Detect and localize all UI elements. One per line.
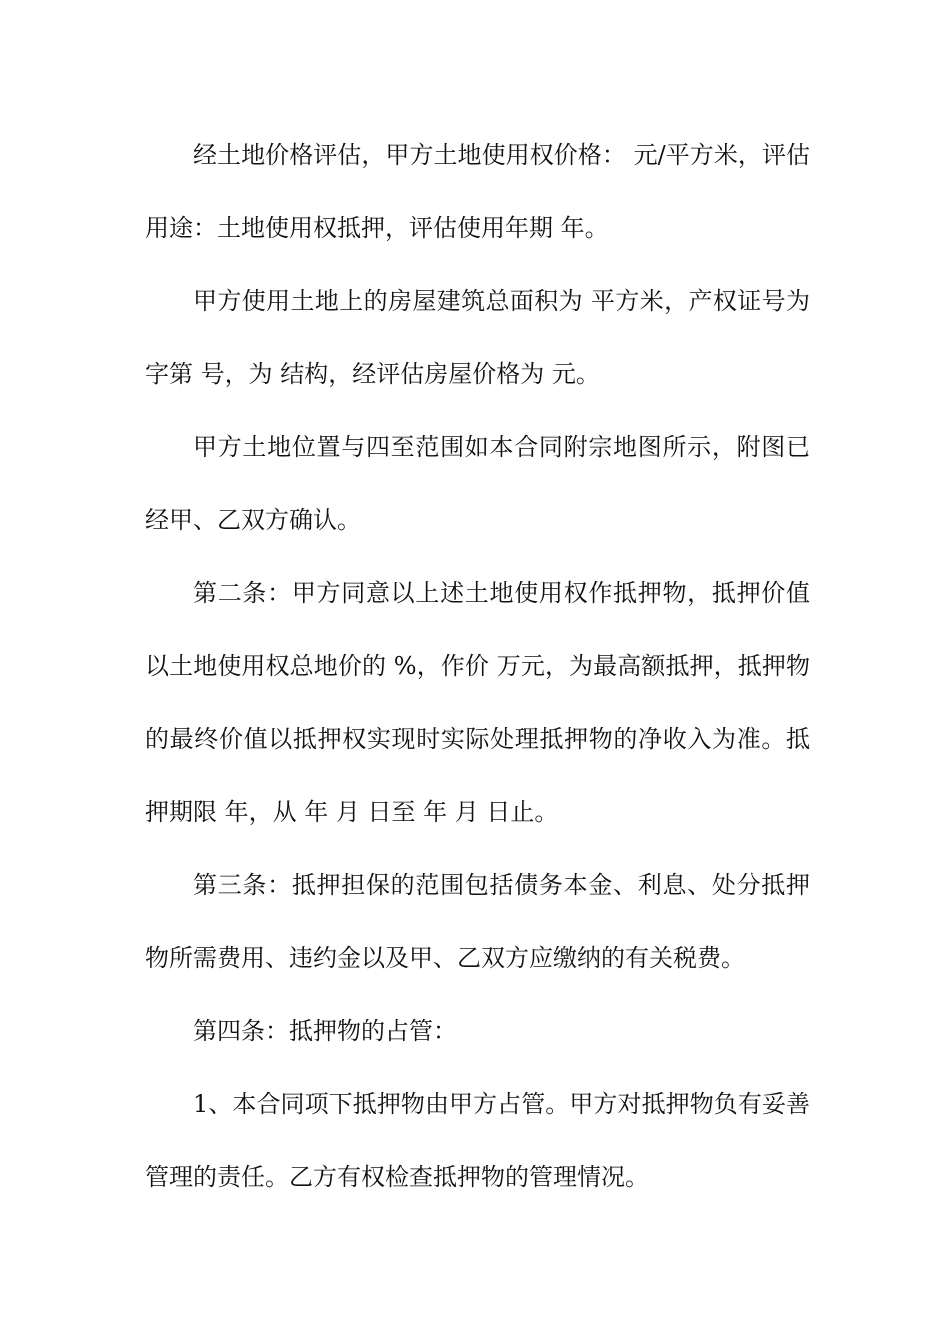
paragraph-article-four: 第四条：抵押物的占管： <box>193 1017 457 1045</box>
paragraph-item-one: 1、本合同项下抵押物由甲方占管。甲方对抵押物负有妥善管理的责任。乙方有权检查抵押物的管理情况。 <box>145 1090 810 1191</box>
paragraph-land-price-assessment: 经土地价格评估，甲方土地使用权价格： 元/平方米，评估用途：土地使用权抵押，评估使用年期 年。 <box>145 141 810 242</box>
paragraph-building-area: 甲方使用土地上的房屋建筑总面积为 平方米，产权证号为 字第 号，为 结构，经评估房屋价格为 元。 <box>145 287 810 388</box>
paragraph-article-two: 第二条：甲方同意以上述土地使用权作抵押物，抵押价值以土地使用权总地价的 %，作价 万元，为最高额抵押，抵押物的最终价值以抵押权实现时实际处理抵押物的净收入为准。抵押期限 年，从 年 月 日至 年 月 日止。 <box>145 579 810 826</box>
paragraph-article-three: 第三条：抵押担保的范围包括债务本金、利息、处分抵押物所需费用、违约金以及甲、乙双方应缴纳的有关税费。 <box>145 871 810 972</box>
paragraph-land-location: 甲方土地位置与四至范围如本合同附宗地图所示，附图已经甲、乙双方确认。 <box>145 433 810 534</box>
